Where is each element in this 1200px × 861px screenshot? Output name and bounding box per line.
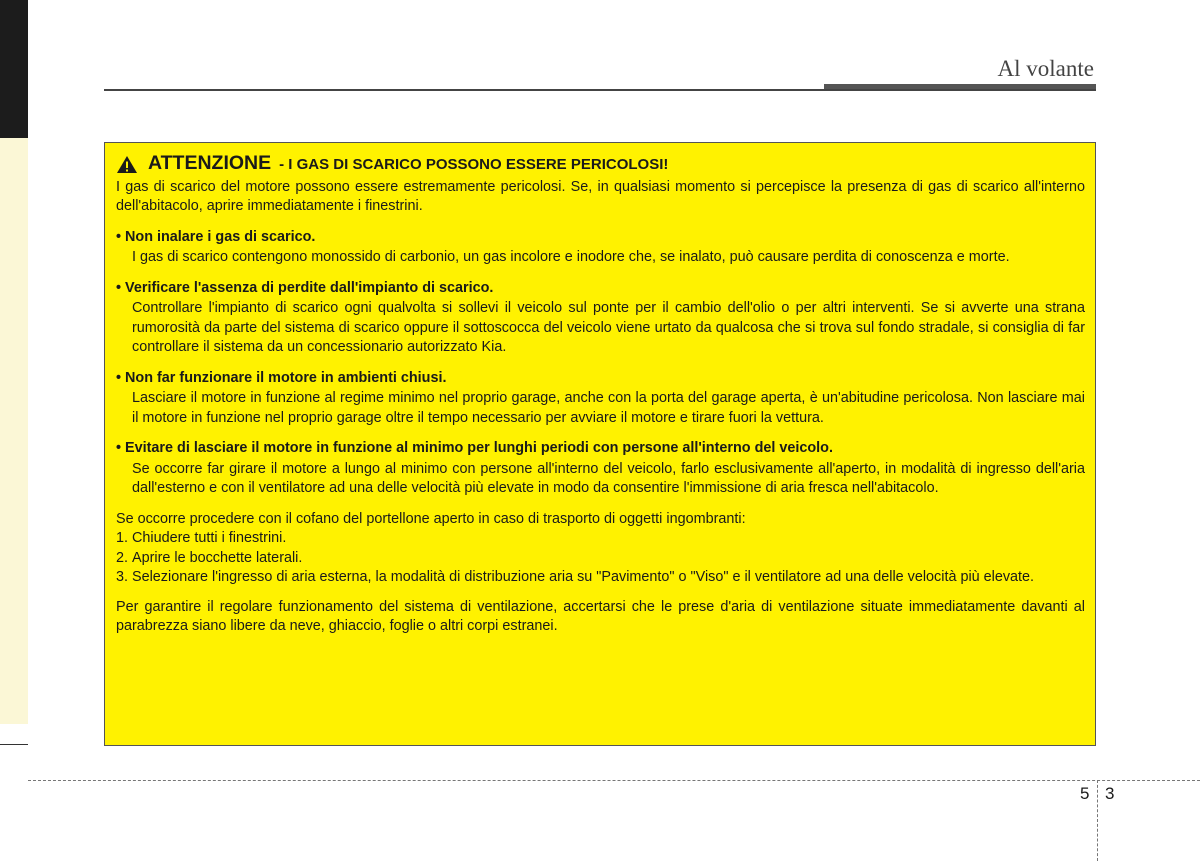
page-chapter-number: 5 [1080, 784, 1090, 803]
bullet-section [116, 439, 1085, 499]
page-number: 3 [1105, 784, 1115, 803]
warning-box [104, 142, 1096, 746]
step-number: 2. [116, 549, 129, 566]
bullet-body: Se occorre far girare il motore a lungo al minimo con persone all'interno del veicolo, farlo esclusivamente all'aperto, in modalità di ingresso dell'aria dall'esterno e con il ventilatore ad una delle velocità più elevate in modo da consentire l'immissione di aria fresca nell'abitacolo. [132, 460, 1085, 496]
side-tab-black [0, 0, 28, 138]
warning-triangle-icon [116, 155, 138, 174]
bullet-body: Lasciare il motore in funzione al regime minimo nel proprio garage, anche con la porta del garage aperta, è un'abitudine pericolosa. Non lasciare mai il motore in funzione nel proprio garage oltre il tempo necessario per avviare il motore e tirare fuori la vettura. [132, 390, 1085, 426]
step-text: Selezionare l'ingresso di aria esterna, la modalità di distribuzione aria su "Pavimento" o "Viso" e il ventilatore ad una delle velocità più elevate. [132, 569, 1035, 585]
step-text: Chiudere tutti i finestrini. [132, 530, 287, 546]
bullet-section [116, 279, 1085, 358]
section-title: Al volante [997, 56, 1094, 81]
procedure-intro: Se occorre procedere con il cofano del portellone aperto in caso di trasporto di oggetti ingombranti: [116, 510, 746, 527]
header-rule [104, 89, 1096, 91]
procedure-step [116, 529, 1085, 549]
procedure-step [116, 568, 1085, 588]
step-number: 1. [116, 530, 129, 546]
side-tab-cream [0, 138, 28, 724]
bullet-heading: • Non far funzionare il motore in ambienti chiusi. [116, 369, 447, 386]
procedure-step [116, 549, 1085, 569]
bullet-heading: • Non inalare i gas di scarico. [116, 228, 316, 245]
bullet-body: I gas di scarico contengono monossido di carbonio, un gas incolore e inodore che, se inalato, può causare perdita di conoscenza e morte. [132, 249, 1010, 265]
warning-subtitle: - I GAS DI SCARICO POSSONO ESSERE PERICOLOSI! [279, 156, 669, 173]
step-text: Aprire le bocchette laterali. [132, 549, 303, 566]
bullet-section [116, 228, 1085, 268]
bullet-section [116, 369, 1085, 429]
warning-title: ATTENZIONE [148, 152, 272, 174]
bullet-heading: • Evitare di lasciare il motore in funzione al minimo per lunghi periodi con persone all'interno del veicolo. [116, 440, 833, 456]
bullet-body: Controllare l'impianto di scarico ogni qualvolta si sollevi il veicolo sul ponte per il cambio dell'olio o per altri interventi. Se si avverte una strana rumorosità da parte del sistema di scarico oppure il sottoscocca del veicolo viene urtato da qualcosa che si trova sul fondo stradale, si consiglia di far controllare il sistema da un concessionario autorizzato Kia. [132, 300, 1085, 355]
warning-title-row [116, 154, 1085, 175]
closing-note: Per garantire il regolare funzionamento del sistema di ventilazione, accertarsi che le prese d'aria di ventilazione situate immediatamente davanti al parabrezza siano libere da neve, ghiaccio, foglie o altri corpi estranei. [116, 598, 1085, 634]
bullet-heading: • Verificare l'assenza di perdite dall'impianto di scarico. [116, 279, 494, 296]
footer-dashed-divider [1097, 780, 1098, 861]
procedure [116, 510, 1085, 588]
footer-dashed-rule [28, 780, 1200, 781]
step-number: 3. [116, 569, 129, 585]
side-divider [0, 744, 28, 745]
warning-intro: I gas di scarico del motore possono essere estremamente pericolosi. Se, in qualsiasi momento si percepisce la presenza di gas di scarico all'interno dell'abitacolo, aprire immediatamente i finestrini. [116, 178, 1085, 214]
